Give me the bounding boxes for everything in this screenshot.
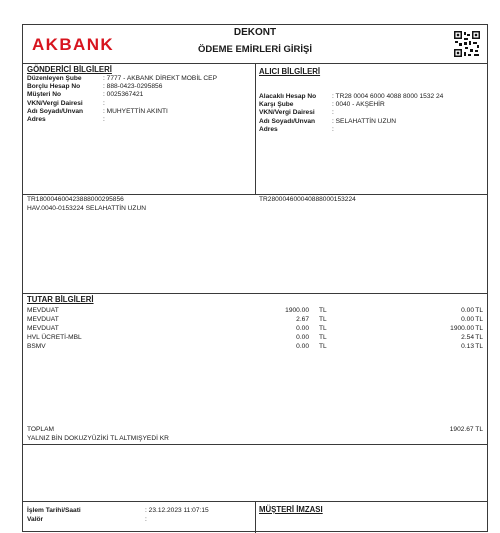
receiver-label-branch: Karşı Şube [259,101,294,109]
receiver-value-tax: : [332,109,334,117]
sender-label-branch: Düzenleyen Şube [27,75,82,82]
receiver-iban: TR280004600040888000153224 [259,196,356,203]
amount-row-debit: 1900.00 [285,307,309,314]
amounts-section-title: TUTAR BİLGİLERİ [27,295,94,304]
amount-row-credit: 1900.00 [450,325,474,332]
amount-in-words: YALNIZ BİN DOKUZYÜZİKİ TL ALTMIŞYEDİ KR [27,435,169,442]
divider [23,194,487,195]
amount-row-debit: 0.00 [296,343,309,350]
sender-value-name: : MUHYETTİN AKINTI [103,107,168,115]
amount-row-debit-currency: TL [319,343,327,350]
amount-row [27,315,483,324]
receipt-document [22,24,488,532]
receiver-value-name: : SELAHATTİN UZUN [332,117,396,125]
document-subtitle: ÖDEME EMİRLERİ GİRİŞİ [197,44,312,55]
sender-label-address: Adres [27,116,46,124]
total-value: 1902.67 TL [449,426,483,433]
sender-label-account: Borçlu Hesap No [27,83,81,91]
amount-row [27,306,483,315]
sender-value-tax: : [103,99,105,107]
amount-row-credit-currency: TL [475,325,483,332]
divider [23,444,487,445]
amount-row-debit-currency: TL [319,325,327,332]
akbank-logo: AKBANK [32,35,115,54]
sender-values [103,75,217,124]
receiver-value-account: : TR28 0004 6000 4088 8000 1532 24 [332,93,444,100]
receiver-label-address: Adres [259,125,278,133]
transaction-date-value: : 23.12.2023 11:07:15 [145,507,209,514]
amount-row-credit: 0.00 [461,316,474,323]
amount-row [27,333,483,342]
divider [23,293,487,294]
amount-row-debit: 0.00 [296,334,309,341]
document-title: DEKONT [233,27,277,38]
sender-label-customer-no: Müşteri No [27,91,62,99]
sender-label-tax: VKN/Vergi Dairesi [27,99,83,107]
transfer-description: HAV.0040-0153224 SELAHATTİN UZUN [27,205,146,212]
amount-row [27,342,483,351]
receiver-value-branch: : 0040 - AKŞEHİR [332,101,385,109]
receiver-info [259,93,316,134]
sender-iban: TR180004600423888000295856 [27,196,124,203]
amount-row-credit-currency: TL [475,343,483,350]
sender-value-customer-no: : 0025367421 [103,91,144,99]
sender-value-address: : [103,116,105,124]
qr-code-icon [453,30,481,58]
amount-row [27,324,483,333]
receiver-label-account: Alacaklı Hesap No [259,93,317,100]
receiver-label-name: Adı Soyadı/Unvan [259,117,316,125]
receiver-value-address: : [332,125,334,133]
amount-row-name: MEVDUAT [27,307,59,314]
amount-row-debit-currency: TL [319,316,327,323]
amount-row-credit-currency: TL [475,334,483,341]
total-label: TOPLAM [27,426,54,433]
transaction-date-label: İşlem Tarihi/Saati [27,507,81,514]
amount-row-credit: 0.13 [461,343,474,350]
receiver-label-tax: VKN/Vergi Dairesi [259,109,315,117]
receiver-section-title: ALICI BİLGİLERİ [259,67,321,76]
amount-row-debit-currency: TL [319,334,327,341]
column-divider [255,501,256,533]
amount-row-credit: 2.54 [461,334,474,341]
sender-label-name: Adı Soyadı/Unvan [27,107,84,115]
amount-row-debit: 0.00 [296,325,309,332]
customer-signature-title: MÜŞTERİ İMZASI [259,505,323,514]
column-divider [255,63,256,194]
receiver-values [332,93,443,134]
amount-row-debit: 2.67 [296,316,309,323]
value-date-label: Valör [27,516,44,523]
amount-row-name: MEVDUAT [27,325,59,332]
amount-row-credit-currency: TL [475,307,483,314]
amount-row-debit-currency: TL [319,307,327,314]
value-date-value: : [145,516,147,523]
amount-row-credit: 0.00 [461,307,474,314]
sender-section-title: GÖNDERİCİ BİLGİLERİ [27,65,112,74]
amount-row-name: BSMV [27,343,46,350]
sender-value-account: : 888-0423-0295856 [103,83,163,91]
amount-row-name: HVL ÜCRETİ-MBL [27,334,82,341]
sender-value-branch: : 7777 - AKBANK DİREKT MOBİL CEP [103,75,217,82]
amount-row-name: MEVDUAT [27,316,59,323]
amount-row-credit-currency: TL [475,316,483,323]
sender-info [27,75,83,124]
